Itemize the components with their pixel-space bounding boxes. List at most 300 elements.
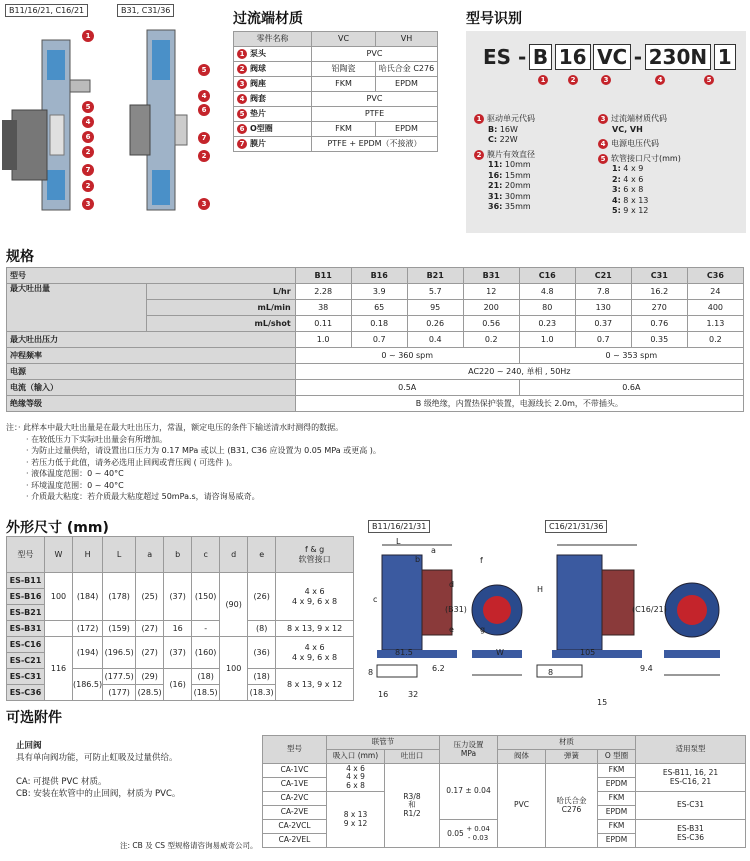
spec-power-label: 电源 (7, 364, 296, 380)
callout-right-2: 2 (198, 150, 210, 162)
spec-stroke-c: 0 ~ 353 spm (519, 348, 743, 364)
model-id-item (600, 139, 742, 150)
spec-mlshot-value: 0.37 (575, 316, 631, 332)
dim-b-b31: 16 (164, 621, 192, 637)
spec-mlshot-value: 0.23 (519, 316, 575, 332)
spec-pressure-value: 1.0 (519, 332, 575, 348)
model-id-item-number: 5 (598, 154, 608, 164)
spec-stroke-label: 冲程频率 (7, 348, 296, 364)
spec-lhr-value: 4.8 (519, 284, 575, 300)
spec-pressure-value: 0.2 (687, 332, 743, 348)
acc-spring-1: 哈氏合金 (556, 795, 587, 805)
materials-vc: 铝陶瓷 (312, 62, 376, 77)
materials-table (233, 31, 438, 152)
materials-row (234, 92, 438, 107)
acc-oring-3: FKM (598, 792, 636, 806)
spec-note: · 环境温度范围：0 ~ 40°C (26, 480, 124, 490)
model-id-line-key: C: (488, 135, 498, 144)
spec-mlshot-value: 1.13 (687, 316, 743, 332)
check-valve-desc: 具有单向阀功能，可防止虹吸及过量供给。 (16, 753, 178, 763)
drawing-dim-6-2: 6.2 (432, 664, 445, 673)
drawing-b31-label: (B31) (445, 605, 467, 614)
spec-stroke-b: 0 ~ 360 spm (295, 348, 519, 364)
acc-model-2ve: CA-2VE (263, 806, 327, 820)
dim-l-c36: (177) (103, 685, 136, 701)
dim-e-b: (26) (248, 573, 276, 621)
acc-oring-6: EPDM (598, 834, 636, 848)
dim-b-b: (37) (164, 573, 192, 621)
drawing-letter-a: a (431, 546, 436, 555)
acc-valve: PVC (498, 764, 546, 848)
drawing-tag-left: B11/16/21/31 (368, 520, 430, 533)
model-id-item (476, 114, 608, 146)
materials-header-vh: VH (376, 32, 438, 47)
dim-header-b: b (164, 537, 192, 573)
spec-insulation: B 级绝缘，内置热保护装置，电源线长 2.0m，不带插头。 (295, 396, 743, 412)
model-id-line-value: 20mm (502, 181, 531, 190)
model-id-item-title: 电源电压代码 (611, 139, 659, 148)
acc-pump-2: ES-C31 (636, 792, 746, 820)
spec-lhr-value: 7.8 (575, 284, 631, 300)
materials-vc: PTFE + EPDM（不接液） (312, 137, 438, 152)
model-id-item (476, 149, 608, 213)
spec-table (6, 267, 744, 412)
materials-title: 过流端材质 (233, 11, 303, 27)
spec-current-c: 0.6A (519, 380, 743, 396)
materials-part-number: 3 (237, 79, 247, 89)
materials-part-label: O型圈 (250, 124, 273, 133)
dim-fg-b-1: 4 x 6 (304, 587, 325, 597)
dim-model-c21: ES-C21 (7, 653, 45, 669)
acc-model-2vc: CA-2VC (263, 792, 327, 806)
acc-discharge-1: R3/8 (403, 791, 421, 801)
dim-model-b31: ES-B31 (7, 621, 45, 637)
spec-pressure-value: 0.7 (351, 332, 407, 348)
acc-pump-3b: ES-C36 (677, 832, 704, 842)
drawing-letter-c: c (373, 595, 378, 604)
acc-header-pressure (440, 736, 498, 764)
dim-model-b11: ES-B11 (7, 573, 45, 589)
spec-pressure-value: 1.0 (295, 332, 351, 348)
spec-insulation-label: 绝缘等级 (7, 396, 296, 412)
dim-header-e: e (248, 537, 276, 573)
acc-model-1ve: CA-1VE (263, 778, 327, 792)
materials-row (234, 47, 438, 62)
spec-note: 注：· 此样本中最大吐出量是在最大吐出压力，常温，额定电压的条件下输送清水时测得的数据。 (6, 423, 344, 432)
dim-w-b: 100 (45, 573, 73, 621)
code-b: B (529, 44, 552, 70)
dim-fg-c (276, 637, 354, 669)
model-id-item-number: 4 (598, 139, 608, 149)
acc-pump-1 (636, 764, 746, 792)
model-id-line-value: 15mm (502, 170, 531, 180)
spec-mlshot-label: mL/shot (147, 316, 296, 332)
materials-part-name (234, 77, 312, 92)
model-id-line-key: VC, VH (612, 124, 643, 134)
callout-left-3: 3 (82, 198, 94, 210)
acc-oring-2: EPDM (598, 778, 636, 792)
model-id-line-value: 35mm (502, 202, 531, 211)
acc-suction-1b: 4 x 9 (346, 772, 365, 782)
model-id-item-title: 膜片有效直径 (487, 149, 535, 159)
materials-part-number: 2 (237, 64, 247, 74)
spec-mlmin-value: 38 (295, 300, 351, 316)
materials-vc: FKM (312, 77, 376, 92)
cross-section-illustration (2, 20, 220, 220)
check-valve-ca: CA: 可提供 PVC 材质。 (16, 777, 107, 787)
model-id-item-number: 3 (598, 114, 608, 124)
materials-part-name (234, 137, 312, 152)
spec-lhr-value: 12 (463, 284, 519, 300)
materials-vh: 哈氏合金 C276 (376, 62, 438, 77)
dim-h-b31: (172) (73, 621, 103, 637)
spec-model-c31: C31 (631, 268, 687, 284)
acc-pressure-2-base: 0.05 (447, 828, 464, 838)
spec-mlshot-value: 0.11 (295, 316, 351, 332)
dim-c-c16: (160) (192, 637, 220, 669)
acc-suction-1 (327, 764, 385, 792)
acc-pressure-2 (440, 820, 498, 848)
materials-part-label: 阀球 (250, 64, 266, 73)
dim-fg-b (276, 573, 354, 621)
model-id-line-value: 22W (497, 135, 518, 144)
code-circle-4: 4 (655, 75, 665, 85)
spec-pressure-value: 0.35 (631, 332, 687, 348)
acc-header-mpa: MPa (460, 748, 477, 758)
dim-header-d: d (220, 537, 248, 573)
code-dash: - (633, 45, 643, 69)
dimensions-table (6, 536, 354, 701)
drawing-tag-right: C16/21/31/36 (545, 520, 607, 533)
dim-model-b16: ES-B16 (7, 589, 45, 605)
spec-note: · 液体温度范围：0 ~ 40°C (26, 469, 124, 478)
model-id-item-line (612, 196, 742, 207)
materials-header-vc: VC (312, 32, 376, 47)
materials-part-label: 垫片 (250, 109, 266, 118)
callout-right-6: 6 (198, 104, 210, 116)
model-id-item (600, 114, 742, 135)
dim-e-c36: (18.3) (248, 685, 276, 701)
acc-discharge-2: 和 (408, 800, 416, 810)
dim-header-c: c (192, 537, 220, 573)
materials-vc: PVC (312, 47, 438, 62)
dim-c-c36: (18.5) (192, 685, 220, 701)
acc-header-pump: 适用泵型 (636, 736, 746, 764)
accessories-note: 注: CB 及 CS 型规格请咨询易威奇公司。 (120, 841, 258, 850)
dim-c-b: (150) (192, 573, 220, 621)
materials-part-number: 1 (237, 49, 247, 59)
dim-model-c31: ES-C31 (7, 669, 45, 685)
materials-part-number: 7 (237, 139, 247, 149)
materials-row (234, 62, 438, 77)
dim-fg-b31: 8 x 13, 9 x 12 (276, 621, 354, 637)
model-id-line-key: 36: (488, 202, 503, 211)
spec-model-b11: B11 (295, 268, 351, 284)
cross-section-tag-left: B11/16/21, C16/21 (5, 4, 88, 17)
dim-h-b: (184) (73, 573, 103, 621)
spec-pressure-value: 0.7 (575, 332, 631, 348)
model-id-panel (466, 31, 746, 233)
acc-header-oring: O 型圈 (598, 750, 636, 764)
spec-lhr-value: 5.7 (407, 284, 463, 300)
spec-lhr-label: L/hr (147, 284, 296, 300)
acc-oring-1: FKM (598, 764, 636, 778)
model-id-line-value: 30mm (502, 191, 531, 201)
dim-l-c31: (177.5) (103, 669, 136, 685)
model-id-line-key: 11: (488, 160, 503, 169)
dim-fg-c-2: 4 x 9, 6 x 8 (292, 652, 338, 662)
spec-current-b: 0.5A (295, 380, 519, 396)
drawing-dim-16: 16 (378, 690, 389, 699)
spec-model-b31: B31 (463, 268, 519, 284)
model-id-item-line (488, 135, 608, 146)
accessories-title: 可选附件 (6, 710, 62, 726)
spec-mlshot-value: 0.26 (407, 316, 463, 332)
model-id-item-line (488, 192, 608, 203)
drawing-dim-9-4: 9.4 (640, 664, 653, 673)
callout-left-7: 7 (82, 164, 94, 176)
spec-pressure-value: 0.2 (463, 332, 519, 348)
acc-header-model: 型号 (263, 736, 327, 764)
spec-mlmin-value: 270 (631, 300, 687, 316)
drawing-letter-l: L (396, 537, 401, 546)
dim-w-c: 116 (45, 637, 73, 701)
code-circle-1: 1 (538, 75, 548, 85)
materials-part-number: 5 (237, 109, 247, 119)
callout-left-1: 1 (82, 30, 94, 42)
dim-w-b31 (45, 621, 73, 637)
accessories-desc (16, 740, 261, 800)
model-id-line-key: 31: (488, 191, 503, 201)
dim-e-c16: (36) (248, 637, 276, 669)
dim-a-c16: (27) (136, 637, 164, 669)
code-prefix: ES - (483, 45, 527, 69)
model-id-line-key: 2: (612, 174, 621, 184)
acc-pump-3a: ES-B31 (677, 823, 704, 833)
spec-mlmin-value: 200 (463, 300, 519, 316)
materials-part-name (234, 47, 312, 62)
code-vc: VC (593, 44, 631, 70)
spec-model-b16: B16 (351, 268, 407, 284)
code-circle-5: 5 (704, 75, 714, 85)
spec-mlmin-value: 400 (687, 300, 743, 316)
dim-d-c: 100 (220, 637, 248, 701)
spec-pressure-label: 最大吐出压力 (7, 332, 296, 348)
callout-left-2: 2 (82, 146, 94, 158)
dim-a-c36: (28.5) (136, 685, 164, 701)
spec-mlmin-label: mL/min (147, 300, 296, 316)
dim-header-fg (276, 537, 354, 573)
model-id-item-line (612, 206, 742, 217)
materials-row (234, 137, 438, 152)
materials-vh: EPDM (376, 77, 438, 92)
check-valve-cb: CB: 安装在软管中的止回阀，材质为 PVC。 (16, 789, 181, 799)
acc-header-joint: 联管节 (327, 736, 440, 750)
materials-part-name (234, 62, 312, 77)
drawing-dim-32: 32 (408, 690, 419, 699)
model-id-line-key: 3: (612, 185, 621, 194)
spec-model-label: 型号 (7, 268, 296, 284)
drawing-letter-e: e (449, 625, 454, 634)
spec-model-c36: C36 (687, 268, 743, 284)
check-valve-title: 止回阀 (16, 741, 42, 751)
model-id-title: 型号识别 (466, 11, 522, 27)
code-16: 16 (555, 44, 591, 70)
spec-mlshot-value: 0.18 (351, 316, 407, 332)
cross-section-tag-right: B31, C31/36 (117, 4, 174, 17)
dim-h-c16: (194) (73, 637, 103, 669)
model-id-item-line (612, 164, 742, 175)
acc-spring-2: C276 (561, 804, 582, 814)
acc-header-valve: 阀体 (498, 750, 546, 764)
acc-suction-2b: 9 x 12 (343, 818, 368, 828)
model-id-line-value: 8 x 13 (620, 195, 649, 205)
dim-fg-b-2: 4 x 9, 6 x 8 (292, 596, 338, 606)
callout-left-4: 4 (82, 116, 94, 128)
spec-mlshot-value: 0.56 (463, 316, 519, 332)
model-id-item-line (612, 175, 742, 186)
model-id-item-line (488, 125, 608, 136)
drawing-dim-105: 105 (580, 648, 596, 657)
dim-c-b31: - (192, 621, 220, 637)
model-id-line-key: 21: (488, 181, 503, 190)
acc-suction-2 (327, 792, 385, 848)
spec-notes (6, 422, 506, 503)
materials-vc: PTFE (312, 107, 438, 122)
spec-pressure-value: 0.4 (407, 332, 463, 348)
acc-pump-1a: ES-B11, 16, 21 (662, 767, 719, 777)
acc-pump-1b: ES-C16, 21 (669, 776, 712, 786)
dim-fg-c-1: 4 x 6 (304, 643, 325, 653)
dim-model-c16: ES-C16 (7, 637, 45, 653)
model-id-item-line (488, 171, 608, 182)
code-230n: 230N (645, 44, 712, 70)
dim-e-b31: (8) (248, 621, 276, 637)
spec-current-label: 电流（输入） (7, 380, 296, 396)
dim-a-c31: (29) (136, 669, 164, 685)
code-circle-3: 3 (601, 75, 611, 85)
materials-header-part: 零件名称 (234, 32, 312, 47)
materials-part-label: 泵头 (250, 49, 266, 58)
acc-model-1vc: CA-1VC (263, 764, 327, 778)
drawing-dim-15: 15 (597, 698, 608, 707)
spec-model-b21: B21 (407, 268, 463, 284)
dim-fg-c31: 8 x 13, 9 x 12 (276, 669, 354, 701)
callout-left-2b: 2 (82, 180, 94, 192)
drawing-letter-w: W (496, 648, 504, 657)
acc-discharge (385, 764, 440, 848)
dim-c-c31: (18) (192, 669, 220, 685)
spec-lhr-value: 24 (687, 284, 743, 300)
acc-discharge-3: R1/2 (403, 808, 421, 818)
model-id-line-key: B: (488, 124, 498, 134)
drawing-dim-81-5: 81.5 (395, 648, 413, 657)
spec-mlmin-value: 95 (407, 300, 463, 316)
acc-pressure-minus: - 0.03 (467, 833, 489, 842)
acc-suction-1c: 6 x 8 (346, 780, 365, 790)
materials-row (234, 77, 438, 92)
model-id-item-line (612, 185, 742, 196)
materials-part-label: 膜片 (250, 139, 266, 148)
spec-note: · 介质最大粘度：若介质最大粘度超过 50mPa.s，请咨询易威奇。 (26, 492, 260, 501)
dim-header-w: W (45, 537, 73, 573)
dim-header-fg-bottom: 软管接口 (298, 554, 331, 564)
materials-part-number: 4 (237, 94, 247, 104)
dimensions-title: 外形尺寸 (mm) (6, 520, 109, 536)
dim-header-a: a (136, 537, 164, 573)
callout-left-5: 5 (82, 101, 94, 113)
spec-power: AC220 ~ 240, 单相 , 50Hz (295, 364, 743, 380)
callout-right-3: 3 (198, 198, 210, 210)
spec-title: 规格 (6, 249, 34, 265)
dim-header-fg-top: f & g (304, 545, 325, 555)
drawing-letter-g: g (480, 625, 486, 634)
spec-mlmin-value: 80 (519, 300, 575, 316)
model-id-item-title: 过流端材质代码 (611, 114, 667, 123)
acc-header-pressure-top: 压力设置 (453, 739, 484, 749)
model-id-line-value: 10mm (502, 160, 531, 169)
model-id-item-title: 驱动单元代码 (487, 114, 535, 123)
callout-right-7: 7 (198, 132, 210, 144)
dim-l-b: (178) (103, 573, 136, 621)
dim-b-c16: (37) (164, 637, 192, 669)
spec-lhr-value: 3.9 (351, 284, 407, 300)
acc-pressure-1: 0.17 ± 0.04 (440, 764, 498, 820)
dim-a-b: (25) (136, 573, 164, 621)
callout-right-5: 5 (198, 64, 210, 76)
drawing-letter-8: 8 (548, 668, 554, 677)
callout-left-6: 6 (82, 131, 94, 143)
model-id-line-value: 4 x 6 (620, 174, 644, 184)
materials-part-name (234, 107, 312, 122)
materials-part-number: 6 (237, 124, 247, 134)
materials-vh: EPDM (376, 122, 438, 137)
spec-note: · 若压力低于此值，请务必选用止回阀或背压阀 ( 可选件 )。 (26, 457, 237, 467)
spec-mlshot-value: 0.76 (631, 316, 687, 332)
dim-b-c31: (16) (164, 669, 192, 701)
materials-part-name (234, 122, 312, 137)
dim-a-b31: (27) (136, 621, 164, 637)
drawing-letter-f: f (480, 556, 483, 565)
acc-model-2vel: CA-2VEL (263, 834, 327, 848)
model-id-item-title: 软管接口尺寸(mm) (611, 153, 681, 163)
code-circle-2: 2 (568, 75, 578, 85)
model-id-line-value: 4 x 9 (620, 164, 644, 173)
drawing-letter-b: b (415, 555, 421, 564)
materials-row (234, 122, 438, 137)
model-id-item-number: 2 (474, 150, 484, 160)
drawing-dim-8: 8 (368, 668, 374, 677)
drawing-letter-h: H (537, 585, 544, 594)
model-id-item-line (488, 181, 608, 192)
dim-l-c16: (196.5) (103, 637, 136, 669)
acc-header-suction: 吸入口 (mm) (327, 750, 385, 764)
dim-l-b31: (159) (103, 621, 136, 637)
model-id-line-key: 1: (612, 164, 621, 173)
model-id-line-key: 16: (488, 170, 503, 180)
accessories-table (262, 735, 746, 848)
model-id-line-value: 16W (497, 124, 518, 134)
model-id-line-key: 5: (612, 206, 621, 215)
materials-vc: FKM (312, 122, 376, 137)
dim-model-c36: ES-C36 (7, 685, 45, 701)
acc-suction-1a: 4 x 6 (346, 763, 365, 773)
materials-vc: PVC (312, 92, 438, 107)
model-id-item-line (488, 160, 608, 171)
materials-part-label: 阀套 (250, 94, 266, 103)
model-id-line-value: 9 x 12 (620, 206, 649, 215)
code-1: 1 (714, 44, 736, 70)
